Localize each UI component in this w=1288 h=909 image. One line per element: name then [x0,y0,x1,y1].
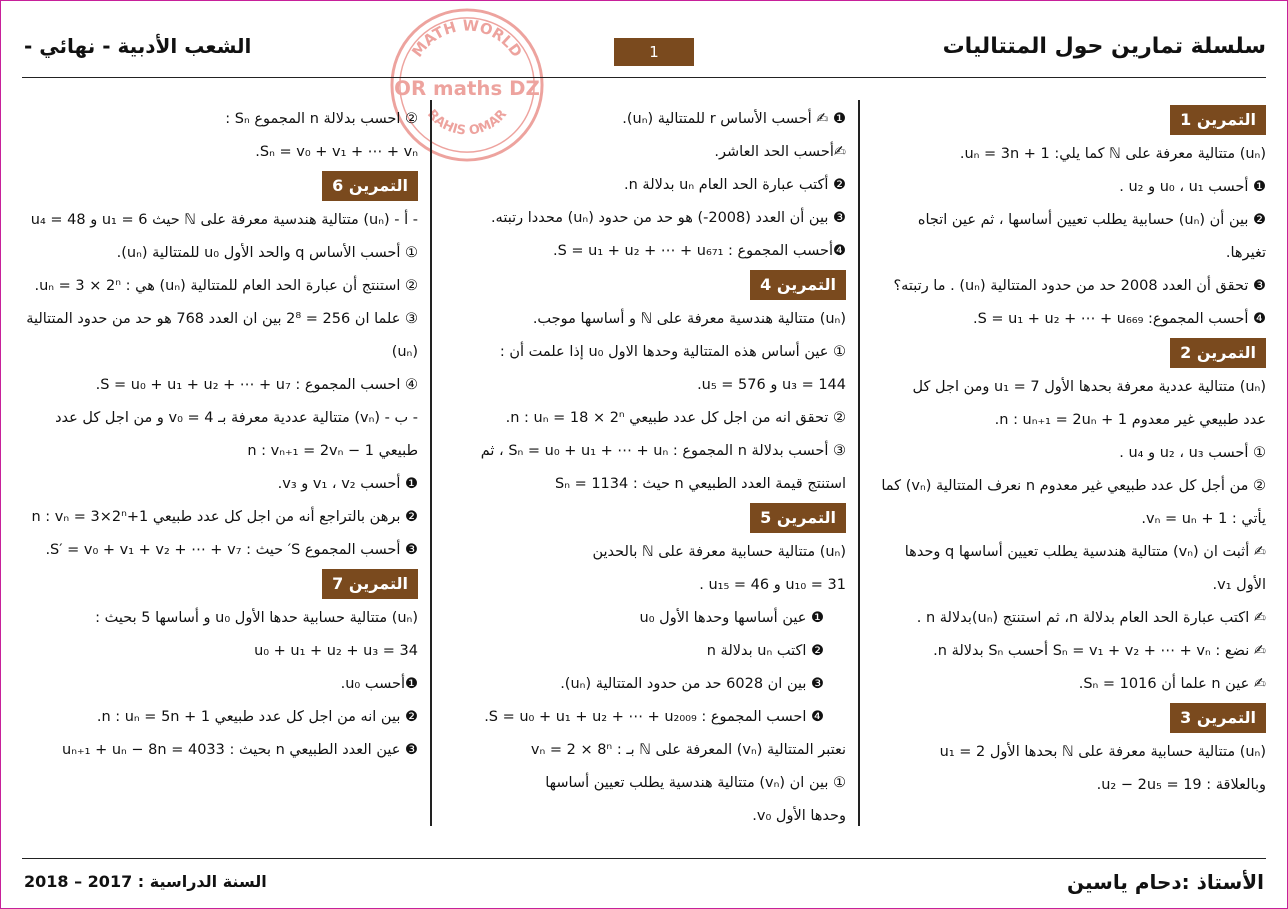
exercise-heading: التمرين 6 [322,171,418,201]
exercise-line: (uₙ) متتالية هندسية معرفة على ℕ و أساسها موجب. [532,311,846,327]
exercise-line: ③ أحسب بدلالة n المجموع : Sₙ = u₀ + u₁ + ⋯ + uₙ ، ثم [480,443,846,459]
stamp-line1: MATH WORLD [408,17,526,61]
exercise-line: ❶ ✍ أحسب الأساس r للمتتالية (uₙ). [622,111,846,127]
exercise-line: ④ احسب المجموع : S = u₀ + u₁ + u₂ + ⋯ + u₇. [95,377,418,393]
exercise-line: ❶ عين أساسها وحدها الأول u₀ [639,610,824,626]
stamp-line2: OR maths DZ [394,76,540,100]
exercise-line: وبالعلاقة : u₂ − 2u₅ = 19. [1096,777,1266,793]
exercise-line: ❸ عين العدد الطبيعي n بحيث : uₙ₊₁ + uₙ − 8n = 4033 [62,742,418,758]
exercise-line: ① بين ان (vₙ) متتالية هندسية يطلب تعيين أساسها [545,775,846,791]
exercise-heading-wrapper [872,701,1266,736]
page-number: 1 [614,38,694,66]
exercise-line: u₃ = 144 و u₅ = 576. [697,377,846,393]
column-divider-right [858,100,860,826]
exercise-line: ❸ بين أن العدد (2008-) هو حد من حدود (uₙ) محددا رتبته. [490,210,846,226]
exercise-line: ② من أجل كل عدد طبيعي غير معدوم n نعرف المتتالية (vₙ) كما [881,478,1266,494]
exercise-line: - أ - (uₙ) متتالية هندسية معرفة على ℕ حيث u₁ = 6 و u₄ = 48 [30,212,418,228]
exercise-line: ❸ أحسب المجموع S′ حيث : S′ = v₀ + v₁ + v₂ + ⋯ + v₇. [45,542,418,558]
exercise-line: ❷ بين انه من اجل كل عدد طبيعي n : uₙ = 5n + 1. [96,709,418,725]
exercise-line: (uₙ) متتالية حسابية معرفة على ℕ بالحدين [592,544,846,560]
exercise-heading: التمرين 1 [1170,105,1266,135]
exercise-heading-wrapper [872,103,1266,138]
exercise-line: ❹ احسب المجموع : S = u₀ + u₁ + u₂ + ⋯ + u₂₀₀₉. [484,709,824,725]
exercise-line: ❸ تحقق أن العدد 2008 حد من حدود المتتالية (uₙ) . ما رتبته؟ [893,278,1266,294]
exercise-line: ③ علما ان 256 = 2⁸ بين ان العدد 768 هو حد من حدود المتتالية [26,311,418,327]
exercise-heading-wrapper [444,268,846,303]
exercise-line: ❷ اكتب uₙ بدلالة n [706,643,824,659]
exercise-line: ✍أحسب الحد العاشر. [714,144,846,160]
exercise-line: استنتج قيمة العدد الطبيعي n حيث : Sₙ = 1134 [554,476,846,492]
exercise-line: تغيرها. [1225,245,1266,261]
exercise-line: يأتي : vₙ = uₙ + 1. [1141,511,1266,527]
column-middle [444,103,846,833]
exercise-heading-wrapper [22,567,418,602]
exercise-line: ① عين أساس هذه المتتالية وحدها الاول u₀ إذا علمت أن : [499,344,846,360]
exercise-line: (uₙ) متتالية حسابية حدها الأول u₀ و أساسها 5 بحيث : [95,610,418,626]
exercise-line: - ب - (vₙ) متتالية عددية معرفة بـ v₀ = 4 و من اجل كل عدد [55,410,418,426]
exercise-line: ✍ أثبت ان (vₙ) متتالية هندسية يطلب تعيين أساسها q وحدها [904,544,1266,560]
branch-label: الشعب الأدبية - نهائي - [24,34,252,58]
exercise-line: (uₙ) متتالية عددية معرفة بحدها الأول u₁ = 7 ومن اجل كل [912,379,1266,395]
exercise-line: عدد طبيعي غير معدوم n : uₙ₊₁ = 2uₙ + 1. [994,412,1266,428]
exercise-line: ② احسب بدلالة n المجموع Sₙ : [225,111,418,127]
exercise-line: ✍ نضع : Sₙ = v₁ + v₂ + ⋯ + vₙ أحسب Sₙ بدلالة n. [933,643,1266,659]
exercise-line: ② استنتج أن عبارة الحد العام للمتتالية (uₙ) هي : uₙ = 3 × 2ⁿ. [34,278,418,294]
exercise-line: ❷ برهن بالتراجع أنه من اجل كل عدد طبيعي n : vₙ = 3×2ⁿ+1 [31,509,418,525]
exercise-line: ✍ اكتب عبارة الحد العام بدلالة n، ثم استنتج (uₙ)بدلالة n . [916,610,1266,626]
exercise-heading: التمرين 2 [1170,338,1266,368]
exercise-heading: التمرين 4 [750,270,846,300]
exercise-line: نعتبر المتتالية (vₙ) المعرفة على ℕ بـ : vₙ = 2 × 8ⁿ [530,742,846,758]
exercise-line: ❷ أكتب عبارة الحد العام uₙ بدلالة n. [624,177,846,193]
page-header [24,30,1266,70]
exercise-line: ✍ عين n علما أن Sₙ = 1016. [1078,676,1266,692]
exercise-line: الأول v₁. [1212,577,1266,593]
column-right [872,103,1266,802]
exercise-line: Sₙ = v₀ + v₁ + ⋯ + vₙ. [255,144,418,160]
exercise-line: ❹أحسب المجموع : S = u₁ + u₂ + ⋯ + u₆₇₁. [552,243,846,259]
exercise-heading-wrapper [444,501,846,536]
exercise-heading-wrapper [872,336,1266,371]
exercise-heading: التمرين 5 [750,503,846,533]
exercise-heading: التمرين 7 [322,569,418,599]
column-divider-left [430,100,432,826]
exercise-line: (uₙ) متتالية معرفة على ℕ كما يلي: uₙ = 3n + 1. [959,146,1266,162]
exercise-line: u₁₀ = 31 و u₁₅ = 46 . [699,577,846,593]
exercise-line: ❸ بين ان 6028 حد من حدود المتتالية (uₙ). [560,676,824,692]
exercise-line: ❷ بين أن (uₙ) حسابية يطلب تعيين أساسها ، ثم عين اتجاه [917,212,1266,228]
exercise-heading-wrapper [22,169,418,204]
header-rule [22,77,1266,78]
exercise-line: u₀ + u₁ + u₂ + u₃ = 34 [254,643,418,659]
exercise-line: ❹ أحسب المجموع: S = u₁ + u₂ + ⋯ + u₆₆₉. [972,311,1266,327]
exercise-line: وحدها الأول v₀. [752,808,846,824]
stamp-line3: RAHIS OMAR [423,106,511,139]
exercise-line: ② تحقق انه من اجل كل عدد طبيعي n : uₙ = 18 × 2ⁿ. [505,410,846,426]
exercise-heading: التمرين 3 [1170,703,1266,733]
exercise-line: ① أحسب الأساس q والحد الأول u₀ للمتتالية (uₙ). [116,245,418,261]
exercise-line: (uₙ) متتالية حسابية معرفة على ℕ بحدها الأول u₁ = 2 [939,744,1266,760]
exercise-line: طبيعي n : vₙ₊₁ = 2vₙ − 1 [247,443,418,459]
exercise-line: ❶ أحسب v₁ ، v₂ و v₃. [277,476,418,492]
page-title: سلسلة تمارين حول المتتاليات [942,34,1266,59]
column-left [22,103,418,767]
exercise-line: ❶ أحسب u₀ ، u₁ و u₂ . [1119,179,1266,195]
exercise-line: ❶أحسب u₀. [340,676,418,692]
school-year: السنة الدراسية : 2017 – 2018 [24,872,267,891]
exercise-line: ① أحسب u₂ ، u₃ و u₄ . [1119,445,1266,461]
exercise-line: (uₙ) [391,344,418,360]
footer-rule [22,858,1266,859]
teacher-name: الأستاذ :دحام ياسين [1067,870,1264,894]
